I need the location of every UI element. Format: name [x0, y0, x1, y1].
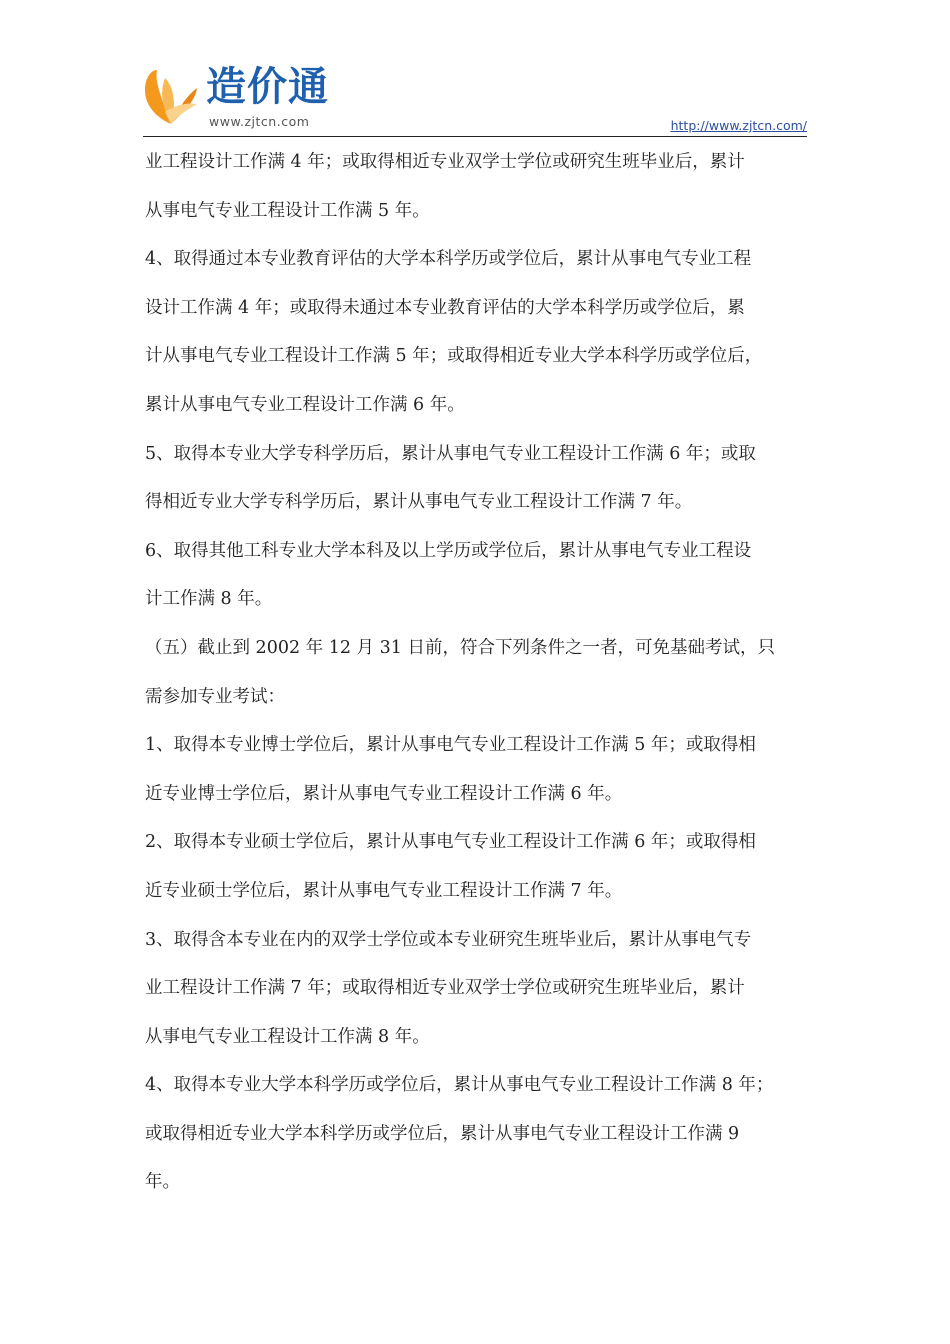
text-line: 4、取得通过本专业教育评估的大学本科学历或学位后，累计从事电气专业工程 — [145, 249, 752, 270]
header-divider — [143, 136, 807, 137]
text-line: 近专业硕士学位后，累计从事电气专业工程设计工作满 7 年。 — [145, 880, 623, 901]
text-line: 从事电气专业工程设计工作满 5 年。 — [145, 200, 430, 221]
text-line: 需参加专业考试： — [145, 686, 285, 707]
butterfly-logo-icon — [143, 66, 199, 128]
logo-url-text: www.zjtcn.com — [209, 114, 310, 129]
text-line: 累计从事电气专业工程设计工作满 6 年。 — [145, 394, 465, 415]
text-line: 计工作满 8 年。 — [145, 589, 273, 610]
text-line: 1、取得本专业博士学位后，累计从事电气专业工程设计工作满 5 年；或取得相 — [145, 735, 756, 756]
text-line: 5、取得本专业大学专科学历后，累计从事电气专业工程设计工作满 6 年；或取 — [145, 443, 756, 464]
text-line: 4、取得本专业大学本科学历或学位后，累计从事电气专业工程设计工作满 8 年； — [145, 1075, 774, 1096]
text-line: 2、取得本专业硕士学位后，累计从事电气专业工程设计工作满 6 年；或取得相 — [145, 832, 756, 853]
text-line: 近专业博士学位后，累计从事电气专业工程设计工作满 6 年。 — [145, 783, 623, 804]
text-line: （五）截止到 2002 年 12 月 31 日前，符合下列条件之一者，可免基础考试，只 — [145, 637, 775, 658]
text-line: 从事电气专业工程设计工作满 8 年。 — [145, 1026, 430, 1047]
document-body — [145, 138, 815, 1207]
text-line: 计从事电气专业工程设计工作满 5 年；或取得相近专业大学本科学历或学位后， — [145, 346, 763, 367]
logo-wordmark: 造价通 — [206, 64, 329, 110]
text-line: 3、取得含本专业在内的双学士学位或本专业研究生班毕业后，累计从事电气专 — [145, 929, 752, 950]
page-header — [143, 62, 807, 138]
text-line: 业工程设计工作满 7 年；或取得相近专业双学士学位或研究生班毕业后，累计 — [145, 978, 745, 999]
text-line: 设计工作满 4 年；或取得未通过本专业教育评估的大学本科学历或学位后，累 — [145, 297, 745, 318]
text-line: 6、取得其他工科专业大学本科及以上学历或学位后，累计从事电气专业工程设 — [145, 540, 752, 561]
text-line: 或取得相近专业大学本科学历或学位后，累计从事电气专业工程设计工作满 9 — [145, 1123, 740, 1144]
text-line: 年。 — [145, 1172, 180, 1193]
header-website-link[interactable]: http://www.zjtcn.com/ — [670, 118, 807, 133]
text-line: 业工程设计工作满 4 年；或取得相近专业双学士学位或研究生班毕业后，累计 — [145, 152, 745, 172]
text-line: 得相近专业大学专科学历后，累计从事电气专业工程设计工作满 7 年。 — [145, 492, 693, 513]
